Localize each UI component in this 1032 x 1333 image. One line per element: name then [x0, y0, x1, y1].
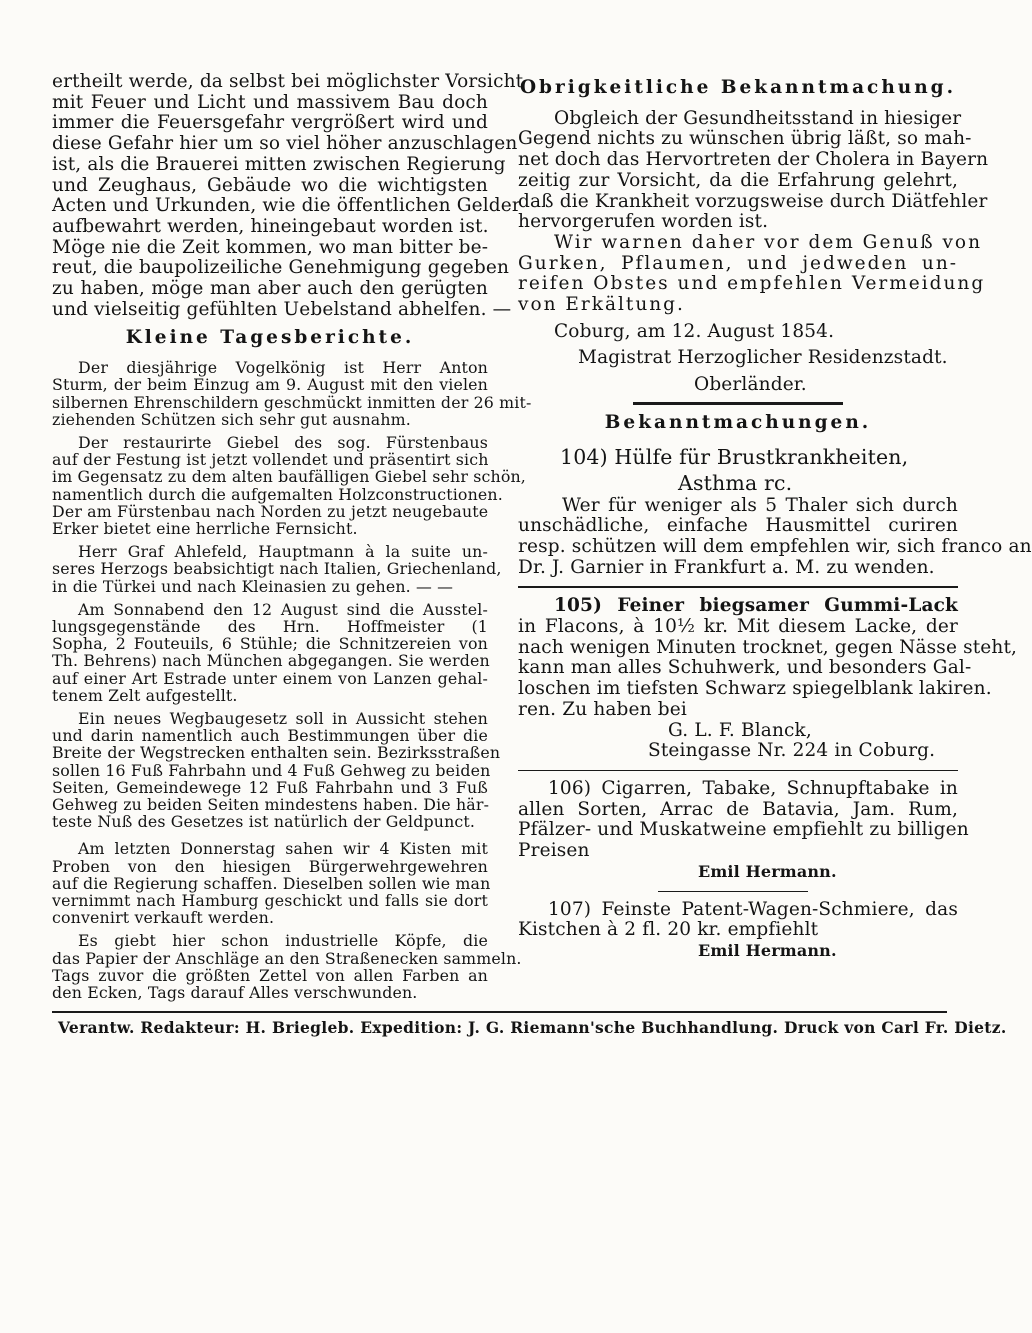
text-line: in die Türkei und nach Kleinasien zu gehen. — — [52, 576, 454, 596]
text-line: zu haben, möge man aber auch den gerügten [52, 278, 488, 300]
ad-105-address: Steingasse Nr. 224 in Coburg. [648, 740, 936, 762]
text-line: Th. Behrens) nach München abgegangen. Sie werden [52, 651, 490, 671]
text-line: zeitig zur Vorsicht, da die Erfahrung gelehrt, [518, 169, 958, 191]
signatory-name: Oberländer. [694, 374, 807, 396]
text-line: und darin namentlich auch Bestimmungen über die [52, 726, 488, 746]
text-line: Kistchen à 2 fl. 20 kr. empfiehlt [518, 919, 819, 941]
text-line: reut, die baupolizeiliche Genehmigung gegeben [52, 257, 510, 279]
footer-rule [52, 1011, 947, 1013]
text-line: Herr Graf Ahlefeld, Hauptmann à la suite un- [78, 542, 488, 562]
text-line: convenirt verkauft werden. [52, 908, 275, 928]
ad-divider [518, 770, 958, 771]
text-line: allen Sorten, Arrac de Batavia, Jam. Rum, [518, 798, 958, 820]
text-line: den Ecken, Tags darauf Alles verschwunden. [52, 983, 418, 1003]
text-line: Gehweg zu beiden Seiten mindestens haben. Die här- [52, 795, 490, 815]
right-column [518, 72, 1032, 962]
text-line: und vielseitig gefühlten Uebelstand abhelfen. — [52, 298, 512, 320]
text-line: silbernen Ehrenschildern geschmückt inmitten der 26 mit- [52, 392, 532, 412]
text-line: von Erkältung. [518, 294, 685, 316]
text-line: 105) Feiner biegsamer Gummi-Lack [554, 595, 958, 617]
text-line: Ein neues Wegbaugesetz soll in Aussicht stehen [78, 709, 488, 728]
news-buergerwehrgewehre [52, 839, 491, 928]
ad-106-body [518, 777, 969, 862]
left-column [52, 71, 532, 1003]
text-line: auf der Festung ist jetzt vollendet und präsentirt sich [52, 450, 489, 470]
text-line: reifen Obstes und empfehlen Vermeidung [518, 273, 986, 295]
text-line: loschen im tiefsten Schwarz spiegelblank lakiren. [518, 678, 992, 700]
text-line: Wir warnen daher vor dem Genuß von [554, 231, 982, 253]
text-line: teste Nuß des Gesetzes ist natürlich der Geldpunct. [52, 812, 476, 832]
text-line: resp. schützen will dem empfehlen wir, sich franco an [518, 535, 1032, 557]
ad-107-body [518, 900, 958, 941]
ad-105-body [518, 595, 1018, 720]
text-line: Erker bietet eine herrliche Fernsicht. [52, 518, 358, 538]
text-line: aufbewahrt werden, hineingebaut worden ist. [52, 215, 489, 237]
magistrat-signature: Magistrat Herzoglicher Residenzstadt. [578, 347, 948, 369]
ad-divider [518, 586, 958, 588]
text-line: Proben von den hiesigen Bürgerwehrgewehren [52, 856, 488, 876]
text-line: auf einer Art Estrade unter einem von Lanzen gehal- [52, 668, 488, 688]
text-line: diese Gefahr hier um so viel höher anzuschlagen [52, 133, 518, 155]
section-divider [633, 402, 843, 405]
text-line: Sturm, der beim Einzug am 9. August mit den vielen [52, 375, 488, 395]
section-heading-bekanntmachungen: Bekanntmachungen. [604, 411, 872, 433]
text-line: immer die Feuersgefahr vergrößert wird und [52, 112, 488, 134]
ad-106-signature: Emil Hermann. [698, 861, 837, 881]
text-line: auf die Regierung schaffen. Dieselben sollen wie man [52, 873, 491, 893]
text-line: Der am Fürstenbau nach Norden zu jetzt neugebaute [52, 501, 489, 521]
text-line: mit Feuer und Licht und massivem Bau doch [52, 91, 488, 113]
text-line: ren. Zu haben bei [518, 698, 687, 720]
text-line: sollen 16 Fuß Fahrbahn und 4 Fuß Gehweg zu beiden [52, 760, 491, 780]
text-line: daß die Krankheit vorzugsweise durch Diätfehler [518, 190, 988, 212]
text-line: Dr. J. Garnier in Frankfurt a. M. zu wenden. [518, 556, 935, 578]
section-heading-tagesberichte: Kleine Tagesberichte. [125, 327, 415, 349]
imprint-footer: Verantw. Redakteur: H. Briegleb. Expedition: J. G. Riemann'sche Buchhandlung. Druck von Carl Fr. Dietz. [58, 1018, 1007, 1037]
text-line: Acten und Urkunden, wie die öffentlichen Gelder [52, 195, 521, 217]
text-line: net doch das Hervortreten der Cholera in Bayern [518, 149, 989, 171]
text-line: vernimmt nach Hamburg geschickt und falls sie dort [52, 891, 488, 911]
text-line: Pfälzer- und Muskatweine empfiehlt zu billigen [518, 819, 969, 841]
text-line: Gegend nichts zu wünschen übrig läßt, so mah- [518, 128, 972, 150]
text-line: Seiten, Gemeindewege 12 Fuß Fahrbahn und 3 Fuß [52, 777, 488, 797]
text-line: Es giebt hier schon industrielle Köpfe, die [78, 931, 488, 951]
text-line: unschädliche, einfache Hausmittel curiren [518, 515, 958, 537]
text-line: tenem Zelt aufgestellt. [52, 685, 238, 705]
section-heading-obrigkeitliche: Obrigkeitliche Bekanntmachung. [519, 77, 957, 98]
text-line: in Flacons, à 10½ kr. Mit diesem Lacke, der [518, 616, 958, 638]
news-wegbaugesetz [52, 709, 501, 832]
text-line: hervorgerufen worden ist. [518, 211, 769, 233]
text-line: kann man alles Schuhwerk, und besonders Gal- [518, 657, 972, 679]
news-industrielle-koepfe [52, 931, 522, 1003]
text-line: und Zeughaus, Gebäude wo die wichtigsten [52, 174, 488, 196]
text-line: nach wenigen Minuten trocknet, gegen Nässe steht, [518, 636, 1018, 658]
paragraph-warnung [518, 231, 986, 316]
text-line: Gurken, Pflaumen, und jedweden un- [518, 252, 958, 274]
text-line: namentlich durch die aufgemalten Holzconstructionen. [52, 484, 503, 504]
text-line: im Gegensatz zu dem alten baufälligen Giebel sehr schön, [52, 467, 526, 487]
text-line: das Papier der Anschläge an den Straßenecken sammeln. [52, 948, 522, 968]
ad-107-signature: Emil Hermann. [698, 940, 837, 960]
news-fuerstenbau [52, 432, 526, 538]
text-line: Tags zuvor die größten Zettel von allen Farben an [52, 965, 488, 985]
ad-104-body [518, 494, 1032, 579]
paragraph-cholera [518, 107, 989, 233]
text-line: Der diesjährige Vogelkönig ist Herr Anton [78, 358, 488, 378]
text-line: Am Sonnabend den 12 August sind die Ausstel- [78, 599, 488, 619]
text-line: seres Herzogs beabsichtigt nach Italien, Griechenland, [52, 559, 502, 579]
ad-divider [658, 891, 808, 892]
text-line: Der restaurirte Giebel des sog. Fürstenbaus [78, 432, 488, 452]
text-line: Möge nie die Zeit kommen, wo man bitter be- [52, 236, 489, 258]
text-line: Wer für weniger als 5 Thaler sich durch [562, 494, 958, 516]
text-line: 107) Feinste Patent-Wagen-Schmiere, das [548, 898, 958, 920]
place-date: Coburg, am 12. August 1854. [554, 320, 835, 342]
text-line: Breite der Wegstrecken enthalten sein. Bezirksstraßen [52, 743, 501, 763]
paragraph-brauerei [52, 71, 524, 320]
text-line: Sopha, 2 Fouteuils, 6 Stühle; die Schnitzereien von [52, 634, 488, 654]
text-line: ist, als die Brauerei mitten zwischen Regierung [52, 153, 506, 175]
text-line: Preisen [518, 840, 590, 862]
text-line: lungsgegenstände des Hrn. Hoffmeister (1 [52, 616, 488, 636]
ad-105-signature: G. L. F. Blanck, [668, 719, 812, 741]
ad-104-title: 104) Hülfe für Brustkrankheiten, [560, 444, 909, 469]
text-line: Am letzten Donnerstag sahen wir 4 Kisten mit [78, 839, 488, 859]
news-graf-ahlefeld [52, 542, 502, 596]
ad-104-subtitle: Asthma rc. [678, 470, 793, 495]
news-ausstellung [52, 601, 488, 704]
news-vogelkoenig [52, 358, 532, 429]
text-line: ziehenden Schützen sich sehr gut ausnahm. [52, 409, 411, 429]
text-line: 106) Cigarren, Tabake, Schnupftabake in [548, 777, 958, 799]
text-line: ertheilt werde, da selbst bei möglichster Vorsicht [52, 71, 524, 92]
text-line: Obgleich der Gesundheitsstand in hiesiger [554, 107, 962, 129]
